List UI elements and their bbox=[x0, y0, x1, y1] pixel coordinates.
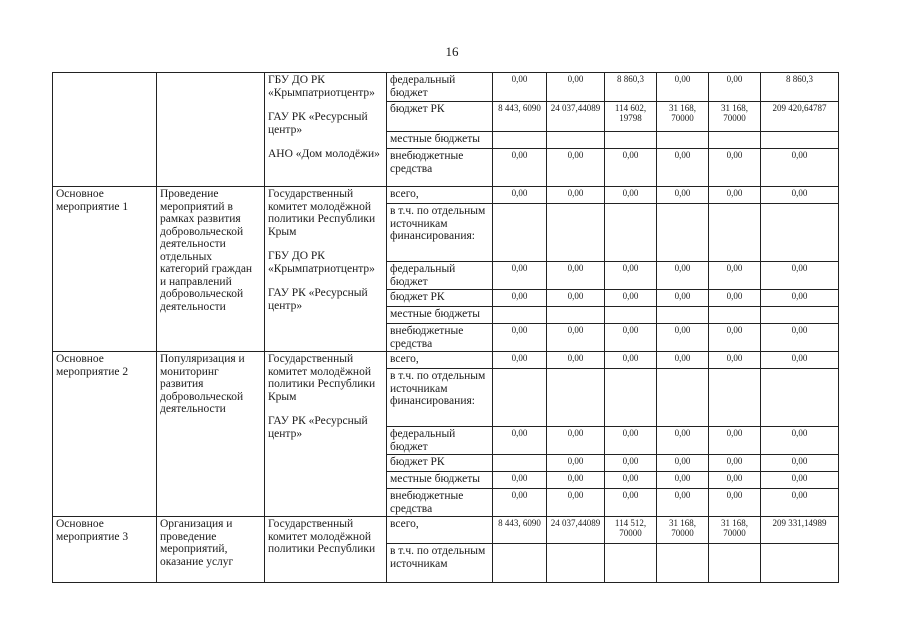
amount-cell: 0,00 bbox=[547, 187, 605, 204]
amount-cell: 0,00 bbox=[605, 187, 657, 204]
amount-cell: 0,00 bbox=[657, 352, 709, 369]
amount-cell: 0,00 bbox=[605, 455, 657, 472]
amount-cell: 0,00 bbox=[761, 489, 839, 517]
amount-cell: 0,00 bbox=[657, 324, 709, 352]
amount-cell: 8 443, 6090 bbox=[493, 517, 547, 544]
amount-cell: 0,00 bbox=[761, 427, 839, 455]
amount-cell: 0,00 bbox=[709, 352, 761, 369]
amount-cell: 0,00 bbox=[547, 455, 605, 472]
event-description-cell: Проведение мероприятий в рамках развития добровольческой деятельности отдельных категорий граждан и направлений добровольческой деятельности bbox=[157, 187, 265, 352]
amount-cell: 0,00 bbox=[709, 73, 761, 102]
amount-cell bbox=[709, 204, 761, 262]
executor-name: ГАУ РК «Ресурсный центр» bbox=[268, 111, 368, 136]
amount-cell bbox=[493, 369, 547, 427]
amount-cell: 0,00 bbox=[605, 324, 657, 352]
amount-cell bbox=[547, 204, 605, 262]
amount-cell bbox=[493, 544, 547, 583]
amount-cell bbox=[709, 369, 761, 427]
amount-cell: 0,00 bbox=[547, 352, 605, 369]
amount-cell: 0,00 bbox=[605, 262, 657, 290]
amount-cell bbox=[657, 204, 709, 262]
amount-cell: 0,00 bbox=[709, 187, 761, 204]
amount-cell bbox=[657, 307, 709, 324]
amount-cell: 31 168, 70000 bbox=[709, 102, 761, 132]
amount-cell: 0,00 bbox=[547, 290, 605, 307]
amount-cell: 0,00 bbox=[709, 324, 761, 352]
funding-source-cell: в т.ч. по отдельным источникам финансирования: bbox=[387, 204, 493, 262]
amount-cell bbox=[547, 369, 605, 427]
amount-cell: 0,00 bbox=[605, 472, 657, 489]
amount-cell bbox=[493, 204, 547, 262]
amount-cell: 8 443, 6090 bbox=[493, 102, 547, 132]
amount-cell: 0,00 bbox=[761, 290, 839, 307]
amount-cell: 24 037,44089 bbox=[547, 102, 605, 132]
amount-cell: 0,00 bbox=[493, 290, 547, 307]
event-description-cell bbox=[157, 73, 265, 187]
funding-source-cell: бюджет РК bbox=[387, 290, 493, 307]
event-name-cell: Основное мероприятие 1 bbox=[53, 187, 157, 352]
amount-cell bbox=[761, 307, 839, 324]
amount-cell: 0,00 bbox=[657, 262, 709, 290]
amount-cell bbox=[605, 369, 657, 427]
amount-cell: 0,00 bbox=[547, 472, 605, 489]
amount-cell bbox=[605, 204, 657, 262]
executor-name: ГАУ РК «Ресурсный центр» bbox=[268, 415, 368, 440]
executor-gap bbox=[268, 136, 383, 148]
amount-cell: 0,00 bbox=[493, 489, 547, 517]
amount-cell bbox=[709, 307, 761, 324]
amount-cell: 0,00 bbox=[605, 290, 657, 307]
budget-table bbox=[52, 72, 839, 583]
amount-cell: 0,00 bbox=[761, 455, 839, 472]
amount-cell: 0,00 bbox=[657, 290, 709, 307]
funding-source-cell: федеральный бюджет bbox=[387, 73, 493, 102]
amount-cell: 8 860,3 bbox=[761, 73, 839, 102]
amount-cell: 0,00 bbox=[493, 262, 547, 290]
amount-cell: 0,00 bbox=[709, 149, 761, 187]
amount-cell bbox=[605, 132, 657, 149]
amount-cell: 0,00 bbox=[709, 489, 761, 517]
executor-gap bbox=[268, 238, 383, 250]
amount-cell: 0,00 bbox=[605, 427, 657, 455]
amount-cell: 0,00 bbox=[547, 324, 605, 352]
amount-cell: 0,00 bbox=[657, 427, 709, 455]
funding-source-cell: местные бюджеты bbox=[387, 472, 493, 489]
amount-cell bbox=[605, 544, 657, 583]
event-name-cell: Основное мероприятие 2 bbox=[53, 352, 157, 517]
amount-cell bbox=[709, 544, 761, 583]
executors-cell bbox=[265, 352, 387, 517]
event-description-cell: Популяризация и мониторинг развития добровольческой деятельности bbox=[157, 352, 265, 517]
event-name-cell: Основное мероприятие 3 bbox=[53, 517, 157, 583]
table-row bbox=[53, 352, 839, 369]
table-row bbox=[53, 73, 839, 102]
amount-cell bbox=[761, 544, 839, 583]
amount-cell bbox=[547, 544, 605, 583]
amount-cell: 0,00 bbox=[709, 472, 761, 489]
funding-source-cell: местные бюджеты bbox=[387, 132, 493, 149]
amount-cell bbox=[761, 369, 839, 427]
executor-name: АНО «Дом молодёжи» bbox=[268, 148, 380, 160]
funding-source-cell: внебюджетные средства bbox=[387, 489, 493, 517]
amount-cell: 0,00 bbox=[709, 455, 761, 472]
executors-cell bbox=[265, 517, 387, 583]
amount-cell: 0,00 bbox=[657, 73, 709, 102]
amount-cell: 0,00 bbox=[761, 472, 839, 489]
executor-gap bbox=[268, 99, 383, 111]
amount-cell bbox=[657, 369, 709, 427]
amount-cell bbox=[605, 307, 657, 324]
executor-gap bbox=[268, 275, 383, 287]
amount-cell: 114 602, 19798 bbox=[605, 102, 657, 132]
amount-cell bbox=[657, 544, 709, 583]
amount-cell: 0,00 bbox=[657, 472, 709, 489]
executor-name: Государственный комитет молодёжной политики Республики Крым bbox=[268, 188, 376, 238]
executors-cell bbox=[265, 73, 387, 187]
table-row bbox=[53, 517, 839, 544]
amount-cell: 31 168, 70000 bbox=[657, 102, 709, 132]
funding-source-cell: всего, bbox=[387, 187, 493, 204]
amount-cell bbox=[493, 307, 547, 324]
amount-cell: 0,00 bbox=[493, 187, 547, 204]
executor-name: Государственный комитет молодёжной политики Республики Крым bbox=[268, 353, 376, 403]
amount-cell: 0,00 bbox=[657, 489, 709, 517]
amount-cell: 0,00 bbox=[493, 427, 547, 455]
funding-source-cell: федеральный бюджет bbox=[387, 427, 493, 455]
amount-cell: 0,00 bbox=[493, 352, 547, 369]
amount-cell: 0,00 bbox=[709, 427, 761, 455]
amount-cell: 0,00 bbox=[547, 73, 605, 102]
amount-cell: 0,00 bbox=[493, 472, 547, 489]
table-row bbox=[53, 187, 839, 204]
amount-cell: 24 037,44089 bbox=[547, 517, 605, 544]
event-name-cell bbox=[53, 73, 157, 187]
amount-cell bbox=[547, 307, 605, 324]
amount-cell: 0,00 bbox=[761, 352, 839, 369]
funding-source-cell: в т.ч. по отдельным источникам bbox=[387, 544, 493, 583]
amount-cell: 31 168, 70000 bbox=[657, 517, 709, 544]
executor-name: ГАУ РК «Ресурсный центр» bbox=[268, 287, 368, 312]
executor-name: ГБУ ДО РК «Крымпатриотцентр» bbox=[268, 250, 375, 275]
amount-cell: 0,00 bbox=[709, 290, 761, 307]
amount-cell: 0,00 bbox=[605, 352, 657, 369]
amount-cell: 0,00 bbox=[493, 149, 547, 187]
amount-cell bbox=[761, 132, 839, 149]
executor-name: ГБУ ДО РК «Крымпатриотцентр» bbox=[268, 74, 375, 99]
executors-cell bbox=[265, 187, 387, 352]
funding-source-cell: всего, bbox=[387, 517, 493, 544]
amount-cell: 0,00 bbox=[605, 489, 657, 517]
amount-cell: 209 331,14989 bbox=[761, 517, 839, 544]
amount-cell bbox=[493, 455, 547, 472]
event-description-cell: Организация и проведение мероприятий, оказание услуг bbox=[157, 517, 265, 583]
funding-source-cell: федеральный бюджет bbox=[387, 262, 493, 290]
amount-cell: 114 512, 70000 bbox=[605, 517, 657, 544]
funding-source-cell: внебюджетные средства bbox=[387, 324, 493, 352]
amount-cell: 0,00 bbox=[547, 489, 605, 517]
amount-cell bbox=[761, 204, 839, 262]
amount-cell: 0,00 bbox=[761, 149, 839, 187]
amount-cell: 0,00 bbox=[547, 149, 605, 187]
amount-cell: 0,00 bbox=[657, 455, 709, 472]
amount-cell: 0,00 bbox=[761, 262, 839, 290]
executor-gap bbox=[268, 403, 383, 415]
funding-source-cell: в т.ч. по отдельным источникам финансирования: bbox=[387, 369, 493, 427]
amount-cell: 0,00 bbox=[547, 262, 605, 290]
amount-cell: 0,00 bbox=[657, 149, 709, 187]
amount-cell bbox=[709, 132, 761, 149]
amount-cell: 0,00 bbox=[493, 324, 547, 352]
funding-source-cell: местные бюджеты bbox=[387, 307, 493, 324]
amount-cell bbox=[657, 132, 709, 149]
amount-cell: 8 860,3 bbox=[605, 73, 657, 102]
amount-cell: 0,00 bbox=[657, 187, 709, 204]
amount-cell bbox=[493, 132, 547, 149]
amount-cell bbox=[547, 132, 605, 149]
funding-source-cell: всего, bbox=[387, 352, 493, 369]
amount-cell: 0,00 bbox=[761, 324, 839, 352]
amount-cell: 0,00 bbox=[547, 427, 605, 455]
amount-cell: 209 420,64787 bbox=[761, 102, 839, 132]
funding-source-cell: внебюджетные средства bbox=[387, 149, 493, 187]
amount-cell: 0,00 bbox=[709, 262, 761, 290]
amount-cell: 31 168, 70000 bbox=[709, 517, 761, 544]
funding-source-cell: бюджет РК bbox=[387, 102, 493, 132]
amount-cell: 0,00 bbox=[605, 149, 657, 187]
funding-source-cell: бюджет РК bbox=[387, 455, 493, 472]
executor-name: Государственный комитет молодёжной политики Республики bbox=[268, 518, 376, 555]
amount-cell: 0,00 bbox=[493, 73, 547, 102]
page-number: 16 bbox=[445, 44, 459, 59]
amount-cell: 0,00 bbox=[761, 187, 839, 204]
